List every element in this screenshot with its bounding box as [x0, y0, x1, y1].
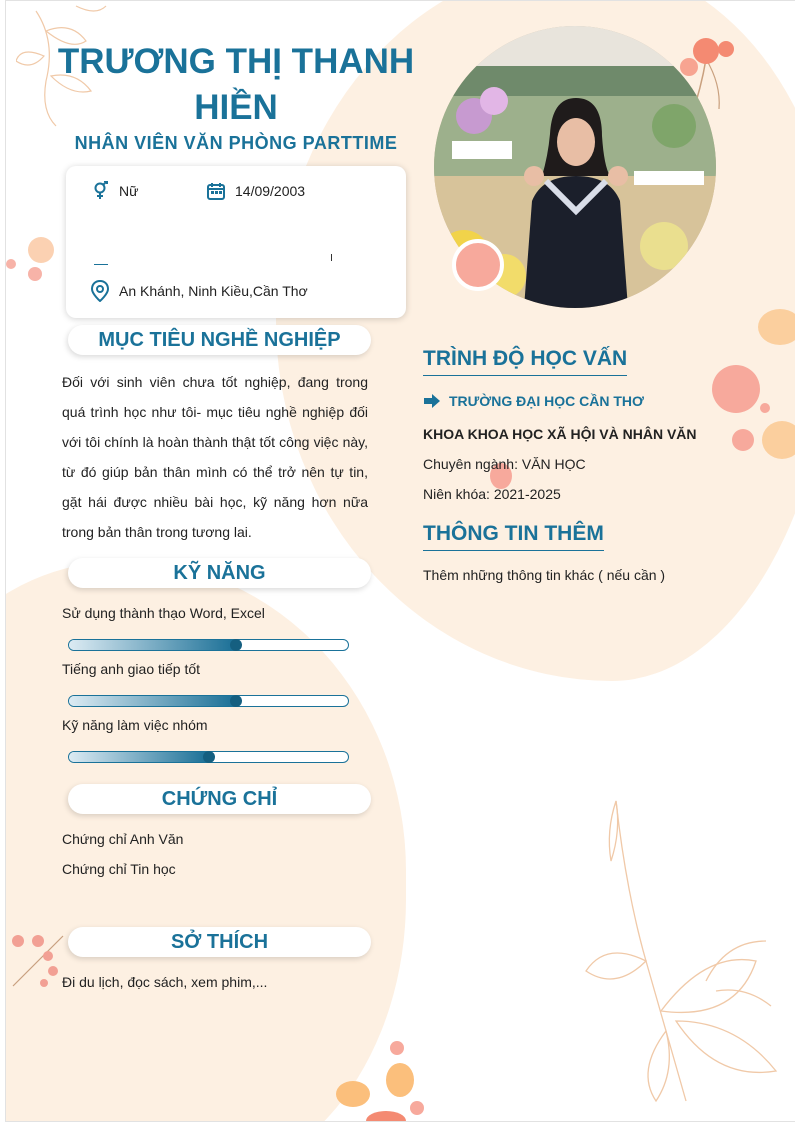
skill-progress-fill	[69, 640, 236, 650]
skill-progress-knob	[230, 639, 242, 651]
birthday-value: 14/09/2003	[235, 183, 306, 199]
skill-progress-bar	[68, 695, 349, 707]
decor-dot	[6, 259, 16, 269]
decor-dot	[762, 421, 795, 459]
photo-accent-circle	[452, 239, 504, 291]
extra-info-text: Thêm những thông tin khác ( nếu cần )	[423, 567, 666, 583]
skill-progress-fill	[69, 752, 209, 762]
decor-dot	[336, 1081, 370, 1107]
skill-progress-bar	[68, 639, 349, 651]
skill-label: Kỹ năng làm việc nhóm	[62, 717, 208, 733]
skill-progress-bar	[68, 751, 349, 763]
contact-birthday	[206, 181, 305, 201]
decor-dot	[390, 1041, 404, 1055]
objective-text: Đối với sinh viên chưa tốt nghiệp, đang trong quá trình học như tôi- mục tiêu nghề nghiệp đối với tôi chính là hoàn thành thật tốt công việc này, từ đó giúp bản thân mình có thể trở nên tự tin, gặt hái được nhiều bài học, kỹ năng hơn nữa trong bản thân trong tương lai.	[62, 374, 368, 540]
placeholder-tick	[331, 254, 332, 261]
contact-address	[90, 280, 308, 302]
hobbies-text: Đi du lịch, đọc sách, xem phim,...	[62, 974, 268, 990]
skills-heading: KỸ NĂNG	[68, 558, 371, 588]
calendar-icon	[206, 181, 226, 201]
education-heading: TRÌNH ĐỘ HỌC VẤN	[423, 347, 627, 376]
address-value: An Khánh, Ninh Kiều,Cần Thơ	[119, 283, 308, 299]
school-row	[423, 393, 644, 409]
skill-progress-knob	[230, 695, 242, 707]
decor-dot	[410, 1101, 424, 1115]
skill-progress-fill	[69, 696, 236, 706]
cv-page	[5, 0, 795, 1122]
decor-dot	[712, 365, 760, 413]
candidate-name: TRƯƠNG THỊ THANH HIỀN	[57, 42, 415, 127]
decor-dot	[28, 267, 42, 281]
school-name: TRƯỜNG ĐẠI HỌC CẦN THƠ	[449, 393, 644, 409]
skill-label: Sử dụng thành thạo Word, Excel	[62, 605, 265, 621]
arrow-right-icon	[423, 393, 441, 409]
skill-label: Tiếng anh giao tiếp tốt	[62, 661, 201, 677]
decor-dot	[758, 309, 795, 345]
floral-decoration-icon	[566, 791, 795, 1111]
decor-dot	[760, 403, 770, 413]
gender-value: Nữ	[119, 183, 139, 199]
hobbies-heading: SỞ THÍCH	[68, 927, 371, 957]
contact-card	[66, 166, 406, 318]
contact-gender	[90, 181, 138, 201]
decor-dot	[386, 1063, 414, 1097]
location-pin-icon	[90, 280, 110, 302]
skill-progress-knob	[203, 751, 215, 763]
faculty-name: KHOA KHOA HỌC XÃ HỘI VÀ NHÂN VĂN	[423, 426, 697, 442]
school-years: Niên khóa: 2021-2025	[423, 486, 561, 502]
extra-info-heading: THÔNG TIN THÊM	[423, 522, 604, 551]
placeholder-line	[94, 264, 108, 265]
gender-icon	[90, 181, 110, 201]
certificate-item: Chứng chỉ Tin học	[62, 861, 176, 877]
certificates-heading: CHỨNG CHỈ	[68, 784, 371, 814]
floral-decoration-icon	[8, 926, 68, 991]
decor-dot	[28, 237, 54, 263]
major: Chuyên ngành: VĂN HỌC	[423, 456, 586, 472]
certificate-item: Chứng chỉ Anh Văn	[62, 831, 184, 847]
job-title: NHÂN VIÊN VĂN PHÒNG PARTTIME	[74, 133, 398, 153]
decor-dot	[732, 429, 754, 451]
objective-heading: MỤC TIÊU NGHỀ NGHIỆP	[68, 325, 371, 355]
decor-dot	[366, 1111, 406, 1122]
